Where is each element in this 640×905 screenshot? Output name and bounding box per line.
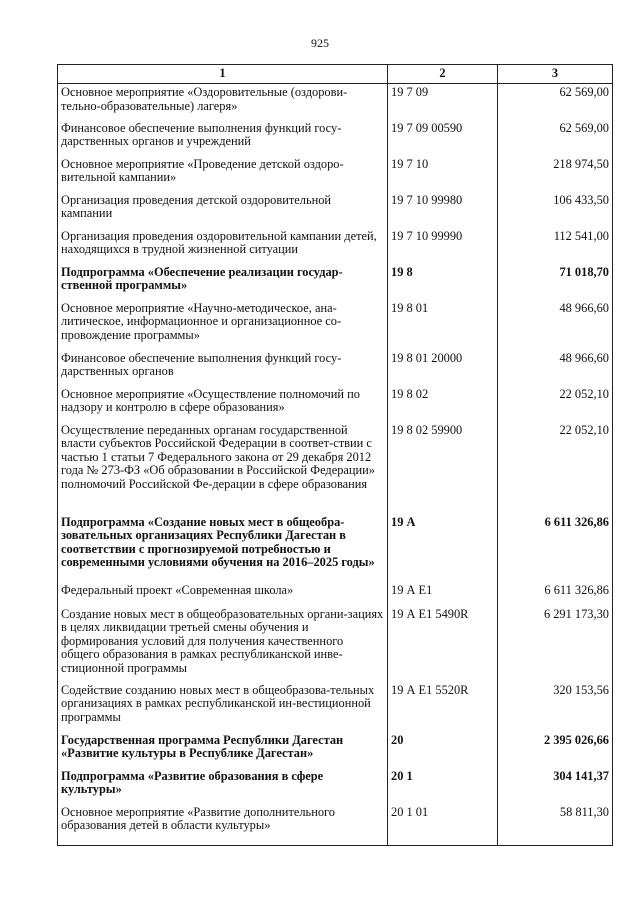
row-code-cell: 19 А Е1 bbox=[388, 582, 498, 606]
row-name-cell: Подпрограмма «Создание новых мест в общеобра-зовательных организациях Республики Дагестан в соответствии с прогнозируемой потребностью и современными условиями обучения на 2016–2025 годы» bbox=[58, 514, 388, 582]
row-code-cell: 19 8 bbox=[388, 264, 498, 300]
row-code-cell: 20 1 01 bbox=[388, 804, 498, 846]
budget-table bbox=[57, 64, 613, 846]
table-row bbox=[58, 84, 613, 120]
row-code-cell: 20 1 bbox=[388, 768, 498, 804]
table-row bbox=[58, 606, 613, 682]
table-row bbox=[58, 156, 613, 192]
table-row bbox=[58, 386, 613, 422]
row-name-cell: Основное мероприятие «Проведение детской оздоро-вительной кампании» bbox=[58, 156, 388, 192]
table-row bbox=[58, 264, 613, 300]
row-amount-cell: 6 611 326,86 bbox=[498, 582, 613, 606]
row-code-cell: 19 7 09 00590 bbox=[388, 120, 498, 156]
table-row bbox=[58, 732, 613, 768]
row-amount-cell: 112 541,00 bbox=[498, 228, 613, 264]
row-name-cell: Основное мероприятие «Развитие дополнительного образования детей в области культуры» bbox=[58, 804, 388, 846]
row-name-cell: Организация проведения оздоровительной кампании детей, находящихся в трудной жизненной ситуации bbox=[58, 228, 388, 264]
row-code-cell: 19 7 10 bbox=[388, 156, 498, 192]
table-row bbox=[58, 768, 613, 804]
row-code-cell: 19 8 02 59900 bbox=[388, 422, 498, 514]
column-header-2: 2 bbox=[388, 65, 498, 84]
row-code-cell: 19 7 10 99990 bbox=[388, 228, 498, 264]
table-row bbox=[58, 228, 613, 264]
table-row bbox=[58, 682, 613, 732]
table-row bbox=[58, 422, 613, 514]
row-name-cell: Финансовое обеспечение выполнения функций госу-дарственных органов и учреждений bbox=[58, 120, 388, 156]
table-body bbox=[58, 84, 613, 846]
row-name-cell: Подпрограмма «Обеспечение реализации государ-ственной программы» bbox=[58, 264, 388, 300]
page-number: 925 bbox=[311, 36, 329, 50]
row-code-cell: 19 7 10 99980 bbox=[388, 192, 498, 228]
table-row bbox=[58, 192, 613, 228]
row-name-cell: Федеральный проект «Современная школа» bbox=[58, 582, 388, 606]
row-code-cell: 19 А bbox=[388, 514, 498, 582]
row-name-cell: Основное мероприятие «Научно-методическое, ана-литическое, информационное и организационное со-провождение программы» bbox=[58, 300, 388, 350]
row-code-cell: 19 8 01 20000 bbox=[388, 350, 498, 386]
row-amount-cell: 58 811,30 bbox=[498, 804, 613, 846]
row-amount-cell: 320 153,56 bbox=[498, 682, 613, 732]
row-amount-cell: 62 569,00 bbox=[498, 120, 613, 156]
row-amount-cell: 48 966,60 bbox=[498, 300, 613, 350]
table-row bbox=[58, 582, 613, 606]
row-name-cell: Финансовое обеспечение выполнения функций госу-дарственных органов bbox=[58, 350, 388, 386]
row-amount-cell: 218 974,50 bbox=[498, 156, 613, 192]
row-name-cell: Создание новых мест в общеобразовательных органи-зациях в целях ликвидации третьей смены обучения и формирования условий для получения качественного общего образования в рамках республиканской инве-стиционной программы bbox=[58, 606, 388, 682]
row-amount-cell: 304 141,37 bbox=[498, 768, 613, 804]
row-amount-cell: 22 052,10 bbox=[498, 422, 613, 514]
row-code-cell: 20 bbox=[388, 732, 498, 768]
row-amount-cell: 22 052,10 bbox=[498, 386, 613, 422]
row-name-cell: Содействие созданию новых мест в общеобразова-тельных организациях в рамках республиканской ин-вестиционной программы bbox=[58, 682, 388, 732]
column-header-1: 1 bbox=[58, 65, 388, 84]
row-amount-cell: 48 966,60 bbox=[498, 350, 613, 386]
row-name-cell: Основное мероприятие «Осуществление полномочий по надзору и контролю в сфере образования» bbox=[58, 386, 388, 422]
row-amount-cell: 62 569,00 bbox=[498, 84, 613, 120]
row-code-cell: 19 А Е1 5520R bbox=[388, 682, 498, 732]
table-row bbox=[58, 804, 613, 846]
table-row bbox=[58, 514, 613, 582]
row-name-cell: Основное мероприятие «Оздоровительные (оздорови-тельно-образовательные) лагеря» bbox=[58, 84, 388, 120]
table-row bbox=[58, 300, 613, 350]
row-amount-cell: 6 611 326,86 bbox=[498, 514, 613, 582]
row-name-cell: Осуществление переданных органам государственной власти субъектов Российской Федерации в соответ-ствии с частью 1 статьи 7 Федерального закона от 29 декабря 2012 года № 273-ФЗ «Об образовании в Российской Федерации» полномочий Российской Фе-дерации в сфере образования bbox=[58, 422, 388, 514]
row-code-cell: 19 А Е1 5490R bbox=[388, 606, 498, 682]
row-amount-cell: 106 433,50 bbox=[498, 192, 613, 228]
row-amount-cell: 6 291 173,30 bbox=[498, 606, 613, 682]
row-name-cell: Государственная программа Республики Дагестан «Развитие культуры в Республике Дагестан» bbox=[58, 732, 388, 768]
row-code-cell: 19 8 02 bbox=[388, 386, 498, 422]
column-header-3: 3 bbox=[498, 65, 613, 84]
table-header-row bbox=[58, 65, 613, 84]
row-code-cell: 19 8 01 bbox=[388, 300, 498, 350]
table-row bbox=[58, 120, 613, 156]
row-code-cell: 19 7 09 bbox=[388, 84, 498, 120]
table-row bbox=[58, 350, 613, 386]
row-amount-cell: 71 018,70 bbox=[498, 264, 613, 300]
row-amount-cell: 2 395 026,66 bbox=[498, 732, 613, 768]
row-name-cell: Организация проведения детской оздоровительной кампании bbox=[58, 192, 388, 228]
row-name-cell: Подпрограмма «Развитие образования в сфере культуры» bbox=[58, 768, 388, 804]
